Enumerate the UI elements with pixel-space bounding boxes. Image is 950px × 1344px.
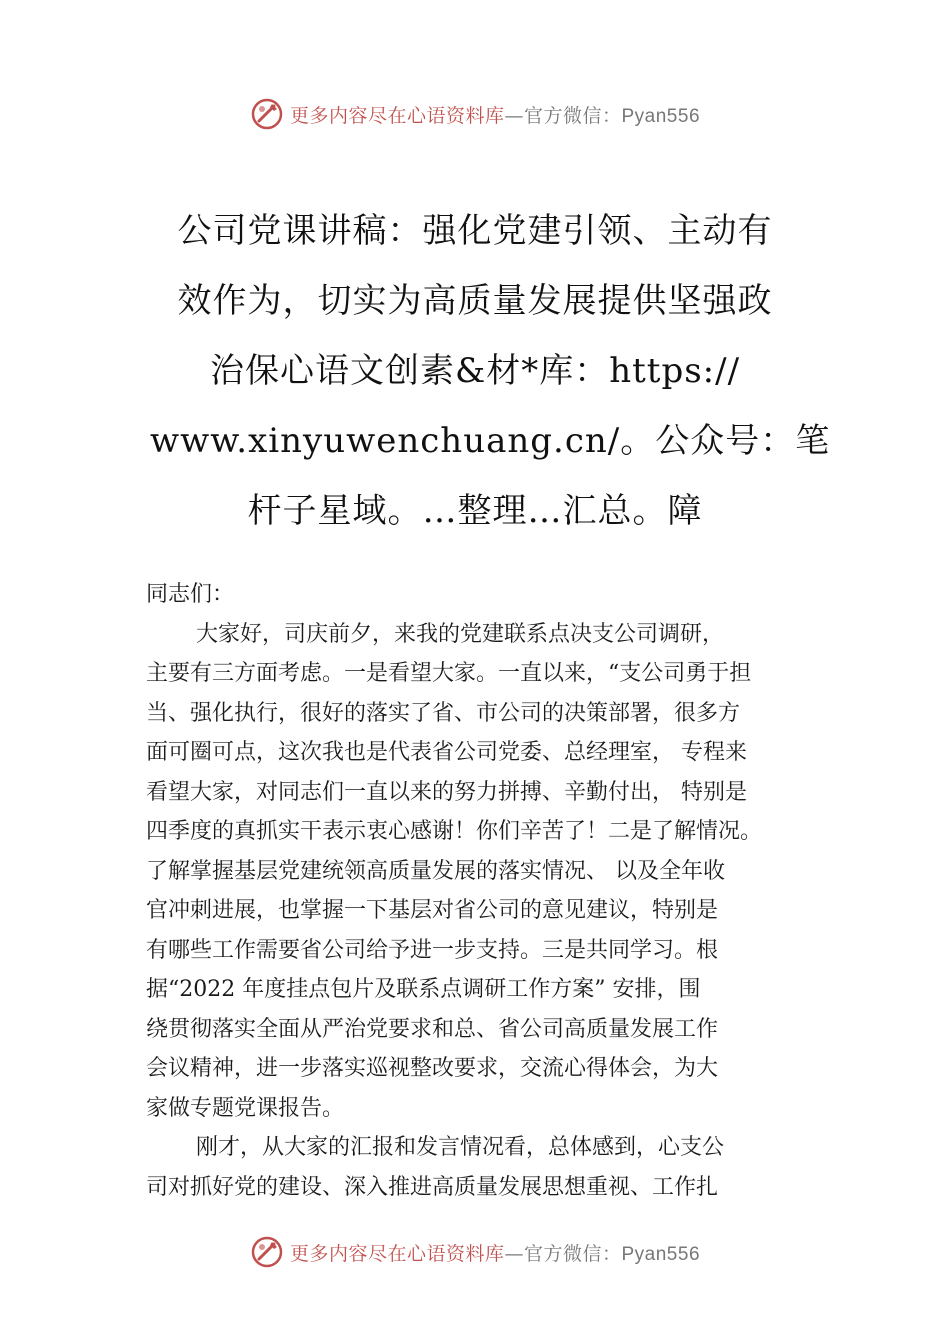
brand-logo-icon: [250, 1235, 284, 1269]
footer-banner: [0, 1232, 950, 1272]
body-line: 了解掌握基层党建统领高质量发展的落实情况、 以及全年收: [146, 858, 725, 884]
document-body: [146, 575, 826, 1207]
body-line: 面可圈可点，这次我也是代表省公司党委、总经理室， 专程来: [146, 740, 747, 765]
body-line: 绕贯彻落实全面从严治党要求和总、省公司高质量发展工作: [146, 1016, 719, 1042]
title-line: 公司党课讲稿：强化党建引领、主动有: [177, 211, 773, 251]
title-line: 杆子星域。…整理…汇总。障: [247, 491, 703, 531]
body-line: 家做专题党课报告。: [146, 1095, 345, 1121]
header-banner: [0, 94, 950, 134]
body-line: 据“2022 年度挂点包片及联系点调研工作方案” 安排，围: [146, 977, 701, 1002]
title-line: 治保心语文创素&材*库：https://: [209, 351, 741, 391]
body-line: 有哪些工作需要省公司给予进一步支持。三是共同学习。根: [146, 937, 719, 963]
banner-text: 更多内容尽在心语资料库—官方微信：Pyan556: [289, 1242, 701, 1265]
banner-text: 更多内容尽在心语资料库—官方微信：Pyan556: [289, 104, 701, 127]
body-line: 司对抓好党的建设、深入推进高质量发展思想重视、工作扎: [146, 1174, 719, 1200]
body-line: 大家好，司庆前夕，来我的党建联系点决支公司调研，: [196, 621, 725, 647]
body-line: 官冲刺进展，也掌握一下基层对省公司的意见建议，特别是: [146, 898, 719, 923]
body-line: 看望大家，对同志们一直以来的努力拼搏、辛勤付出， 特别是: [146, 779, 747, 805]
body-line: 主要有三方面考虑。一是看望大家。一直以来，“支公司勇于担: [146, 661, 752, 686]
body-line: 当、强化执行，很好的落实了省、市公司的决策部署，很多方: [146, 700, 741, 726]
body-line: 刚才，从大家的汇报和发言情况看，总体感到，心支公: [196, 1135, 725, 1160]
body-line: 四季度的真抓实干表示衷心感谢！你们辛苦了！二是了解情况。: [146, 819, 763, 844]
document-title: [150, 196, 831, 546]
brand-logo-icon: [250, 97, 284, 131]
salutation: 同志们：: [146, 582, 235, 607]
title-line: 效作为，切实为高质量发展提供坚强政: [177, 281, 773, 321]
body-line: 会议精神，进一步落实巡视整改要求，交流心得体会，为大: [146, 1056, 719, 1081]
title-line: www.xinyuwenchuang.cn/。公众号：笔: [150, 421, 831, 461]
